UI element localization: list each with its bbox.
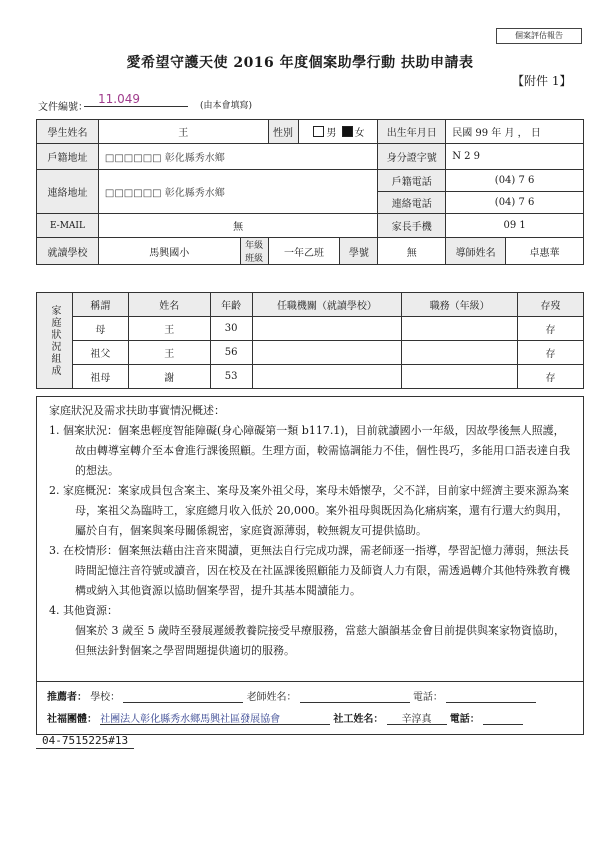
teacher-name-field — [300, 688, 410, 703]
job-cell — [402, 317, 518, 341]
school-value: 馬興國小 — [98, 238, 240, 265]
org-cell — [252, 341, 402, 365]
situation-paragraph-2: 2. 家庭概況：案家成員包含案主、案母及案外祖父母，案母未婚懷孕，父不詳，目前家中經濟主要來源為案母，案祖父為臨時工，家庭總月收入低於 20,000。案外祖母與既因為化痛病案，還有行還大約與用，屬於自有，個案與案母關係親密，家庭資源薄弱，較無親友可提供協助。 — [49, 484, 569, 537]
family-header-relation: 稱謂 — [72, 293, 128, 317]
family-side-label — [37, 293, 73, 389]
family-header-age: 年齡 — [210, 293, 252, 317]
applicant-info-table — [36, 119, 584, 265]
family-header-name: 姓名 — [128, 293, 210, 317]
welfare-phone-field — [483, 710, 523, 725]
welfare-unit-line — [47, 710, 577, 725]
student-number-value: 無 — [378, 238, 446, 265]
recommender-phone-label: 電話： — [412, 692, 443, 703]
relation-cell: 祖父 — [72, 341, 128, 365]
situation-heading: 家庭狀況及需求扶助事實情況概述： — [49, 404, 225, 417]
signature-block — [36, 680, 584, 735]
tutor-label: 導師姓名 — [446, 238, 506, 265]
email-label: E-MAIL — [37, 214, 99, 238]
status-cell: 存 — [518, 365, 584, 389]
grade-label: 年級 班級 — [240, 238, 268, 265]
age-cell: 30 — [210, 317, 252, 341]
job-cell — [402, 365, 518, 389]
parent-mobile-value: 09 1 — [446, 214, 584, 238]
registered-address-value: □□□□□□ 彰化縣秀水鄉 — [98, 144, 377, 170]
status-cell: 存 — [518, 341, 584, 365]
situation-section — [36, 396, 584, 682]
name-cell: 王 — [128, 317, 210, 341]
parent-mobile-label: 家長手機 — [378, 214, 446, 238]
family-header-job: 職務（年級） — [402, 293, 518, 317]
recommender-school-label: 學校： — [90, 692, 121, 703]
file-number-note: (由本會填寫) — [200, 101, 253, 111]
table-row — [37, 317, 584, 341]
file-number-label: 文件編號： — [38, 102, 88, 113]
family-header-status: 存歿 — [518, 293, 584, 317]
contact-phone-label: 連絡電話 — [378, 192, 446, 214]
tutor-value: 卓惠華 — [506, 238, 584, 265]
student-name-label: 學生姓名 — [37, 120, 99, 144]
mailing-address-label: 連絡地址 — [37, 170, 99, 214]
mailing-address-value: □□□□□□ 彰化縣秀水鄉 — [98, 170, 377, 214]
gender-label: 性別 — [268, 120, 298, 144]
name-cell: 王 — [128, 341, 210, 365]
social-worker-value: 辛淳真 — [387, 710, 447, 725]
age-cell: 56 — [210, 341, 252, 365]
male-checkbox — [313, 126, 324, 137]
table-row — [37, 365, 584, 389]
relation-cell: 母 — [72, 317, 128, 341]
student-number-label: 學號 — [340, 238, 378, 265]
teacher-name-label: 老師姓名： — [246, 692, 297, 703]
social-worker-label: 社工姓名： — [333, 714, 384, 725]
registered-address-label: 戶籍地址 — [37, 144, 99, 170]
welfare-phone-value: 04-7515225#13 — [36, 733, 134, 749]
form-title: 愛希望守護天使 2016 年度個案助學行動 扶助申請表 — [126, 55, 474, 71]
family-table — [36, 292, 584, 389]
welfare-phone-label: 電話： — [449, 714, 480, 725]
situation-paragraph-4-heading: 4. 其他資源： — [49, 604, 118, 617]
job-cell — [402, 341, 518, 365]
family-side-text: 家庭狀況組成 — [48, 304, 60, 377]
contact-phone-value: (04) 7 6 — [446, 192, 584, 214]
recommender-school-field — [123, 688, 243, 703]
email-value: 無 — [98, 214, 377, 238]
id-number-label: 身分證字號 — [378, 144, 446, 170]
registered-phone-label: 戶籍電話 — [378, 170, 446, 192]
id-number-value: N 2 9 — [446, 144, 584, 170]
status-cell: 存 — [518, 317, 584, 341]
school-label: 就讀學校 — [37, 238, 99, 265]
male-label: 男 — [326, 128, 337, 139]
grade-value: 一年乙班 — [268, 238, 340, 265]
file-number-value: 11.049 — [84, 92, 188, 107]
situation-paragraph-1: 1. 個案狀況：個案患輕度智能障礙(身心障礙第一類 b117.1)，目前就讀國小一年級，因故學後無人照護，故由轉導室轉介至本會進行課後照顧。生理方面，較需協調能力不佳，個性畏巧，多能用口語表達自我的想法。 — [49, 424, 570, 477]
table-row — [37, 341, 584, 365]
corner-stamp: 個案評估報告 — [496, 28, 582, 44]
registered-phone-value: (04) 7 6 — [446, 170, 584, 192]
birth-label: 出生年月日 — [378, 120, 446, 144]
recommender-label: 推薦者： — [47, 692, 87, 703]
female-label: 女 — [354, 128, 365, 139]
recommender-phone-field — [446, 688, 536, 703]
name-cell: 謝 — [128, 365, 210, 389]
age-cell: 53 — [210, 365, 252, 389]
gender-options — [298, 120, 378, 144]
welfare-unit-value: 社團法人彰化縣秀水鄉馬興社區發展協會 — [100, 710, 330, 725]
female-checkbox — [342, 126, 353, 137]
recommender-line — [47, 688, 577, 703]
situation-paragraph-3: 3. 在校情形：個案無法藉由注音來閱讀，更無法自行完成功課，需老師逐一指導，學習記憶力薄弱，無法長時間記憶注音符號或讀音，因在校及在社區課後照顧能力及師資人力有限，需透過轉介其他特殊教育機構或納入其他資源以協助個案學習，提升其基本閱讀能力。 — [49, 544, 570, 597]
relation-cell: 祖母 — [72, 365, 128, 389]
situation-paragraph-4: 個案於 3 歲至 5 歲時至發展遲緩教養院接受早療服務，當慈大韻韻基金會目前提供與案家物資協助，但無法針對個案之學習問題提供適切的服務。 — [75, 624, 565, 657]
student-name-value: 王 — [98, 120, 268, 144]
org-cell — [252, 365, 402, 389]
family-header-org: 任職機關（就讀學校） — [252, 293, 402, 317]
org-cell — [252, 317, 402, 341]
welfare-unit-label: 社福團體： — [47, 714, 97, 725]
attachment-label: 【附件 1】 — [512, 74, 572, 88]
birth-value: 民國 99 年 月 ， 日 — [446, 120, 584, 144]
